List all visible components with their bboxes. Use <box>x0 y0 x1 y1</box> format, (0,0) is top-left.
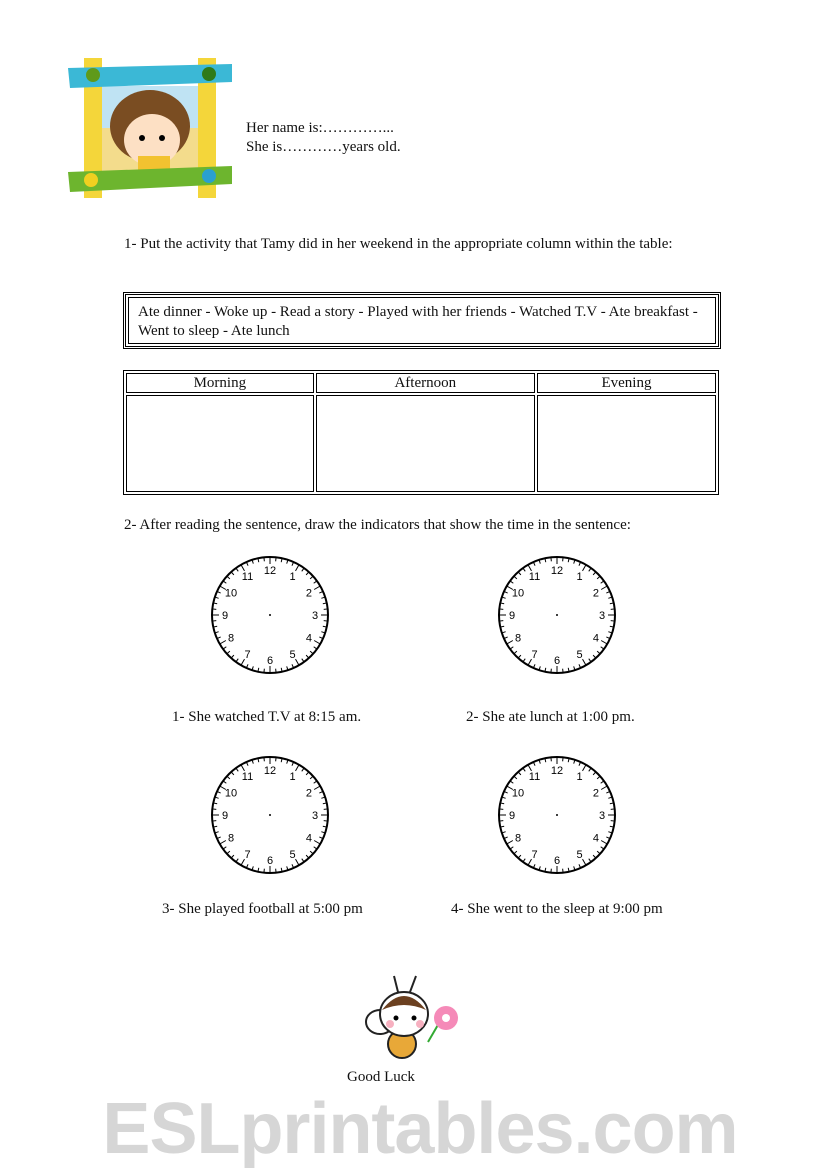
clock-number: 9 <box>508 610 516 622</box>
clock-number: 8 <box>227 632 235 645</box>
name-line: Her name is:…………... <box>246 120 394 136</box>
word-bank-text: Ate dinner - Woke up - Read a story - Played with her friends - Watched T.V - Ate breakfast - Went to sleep - Ate lunch <box>138 304 698 339</box>
clock-number: 1 <box>289 771 296 784</box>
clock-number: 5 <box>289 648 296 661</box>
clock-number: 3 <box>311 610 319 622</box>
q1-instruction: 1- Put the activity that Tamy did in her weekend in the appropriate column within the table: <box>124 236 673 252</box>
column-morning: Morning <box>126 373 314 393</box>
clock-number: 6 <box>266 855 274 867</box>
girl-picture-frame-image <box>66 58 236 200</box>
clock-number: 6 <box>266 655 274 667</box>
clock-number: 10 <box>511 787 525 800</box>
evening-answer-cell[interactable] <box>537 395 716 492</box>
word-bank-box <box>123 292 721 349</box>
clock-number: 10 <box>224 787 238 800</box>
clock-number: 3 <box>311 810 319 822</box>
clock-face-3[interactable] <box>208 753 332 877</box>
column-afternoon: Afternoon <box>316 373 535 393</box>
clock-number: 5 <box>576 848 583 861</box>
clock-face-1[interactable] <box>208 553 332 677</box>
clock-center-dot <box>269 814 271 816</box>
clock-number: 1 <box>289 571 296 584</box>
clock-number: 4 <box>305 632 313 645</box>
good-luck-text: Good Luck <box>347 1069 415 1085</box>
clock-number: 2 <box>592 587 600 600</box>
clock-number: 7 <box>244 848 251 861</box>
clock-number: 4 <box>592 632 600 645</box>
clock-number: 2 <box>305 587 313 600</box>
clock-number: 12 <box>263 765 277 777</box>
clock-number: 4 <box>592 832 600 845</box>
clock-number: 11 <box>241 771 254 784</box>
clock-number: 3 <box>598 810 606 822</box>
clock-number: 11 <box>241 571 254 584</box>
clock-number: 3 <box>598 610 606 622</box>
clock-number: 10 <box>224 587 238 600</box>
clock-sentence-4: 4- She went to the sleep at 9:00 pm <box>451 901 663 917</box>
clock-number: 8 <box>514 832 522 845</box>
clock-number: 7 <box>531 648 538 661</box>
clock-number: 8 <box>514 632 522 645</box>
column-evening: Evening <box>537 373 716 393</box>
clock-number: 5 <box>289 848 296 861</box>
afternoon-answer-cell[interactable] <box>316 395 535 492</box>
clock-face-2[interactable] <box>495 553 619 677</box>
clock-number: 12 <box>550 565 564 577</box>
clock-number: 9 <box>221 610 229 622</box>
activity-table <box>123 370 719 495</box>
clock-number: 2 <box>305 787 313 800</box>
clock-number: 8 <box>227 832 235 845</box>
clock-center-dot <box>269 614 271 616</box>
clock-number: 4 <box>305 832 313 845</box>
clock-number: 1 <box>576 771 583 784</box>
clock-number: 9 <box>508 810 516 822</box>
clock-face-4[interactable] <box>495 753 619 877</box>
watermark: ESLprintables.com <box>102 1089 738 1169</box>
clock-number: 10 <box>511 587 525 600</box>
clock-number: 11 <box>528 571 541 584</box>
clock-center-dot <box>556 614 558 616</box>
morning-answer-cell[interactable] <box>126 395 314 492</box>
clock-number: 6 <box>553 855 561 867</box>
clock-center-dot <box>556 814 558 816</box>
clock-number: 12 <box>550 765 564 777</box>
clock-number: 1 <box>576 571 583 584</box>
clock-sentence-3: 3- She played football at 5:00 pm <box>162 901 363 917</box>
clock-sentence-2: 2- She ate lunch at 1:00 pm. <box>466 709 635 725</box>
q2-instruction: 2- After reading the sentence, draw the indicators that show the time in the sentence: <box>124 517 631 533</box>
clock-number: 7 <box>244 648 251 661</box>
clock-number: 6 <box>553 655 561 667</box>
clock-number: 11 <box>528 771 541 784</box>
clock-number: 12 <box>263 565 277 577</box>
bee-illustration <box>362 972 466 1068</box>
clock-number: 2 <box>592 787 600 800</box>
clock-number: 5 <box>576 648 583 661</box>
clock-number: 9 <box>221 810 229 822</box>
age-line: She is…………years old. <box>246 139 401 155</box>
clock-number: 7 <box>531 848 538 861</box>
clock-sentence-1: 1- She watched T.V at 8:15 am. <box>172 709 362 725</box>
